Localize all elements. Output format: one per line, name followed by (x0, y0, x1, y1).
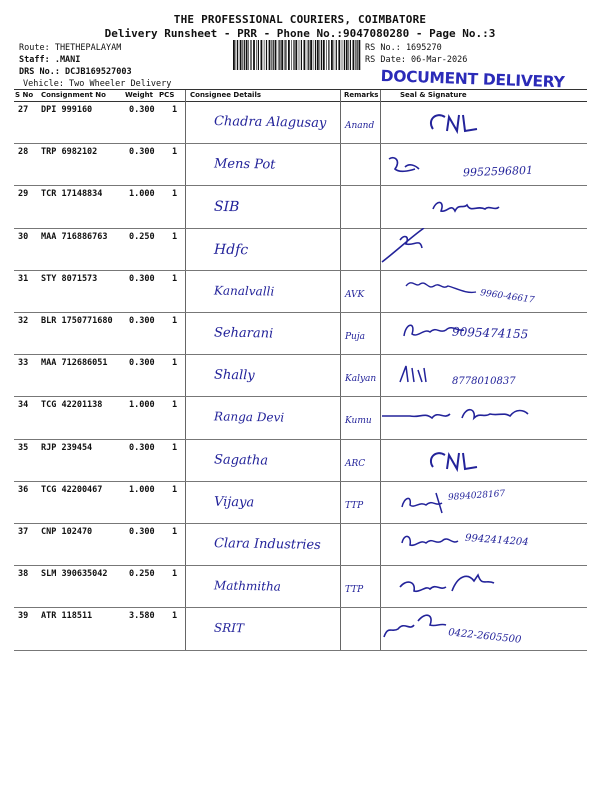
row-sno: 29 (18, 189, 29, 200)
row-consignee-handwritten: Seharani (213, 325, 274, 342)
row-consignee-handwritten: Mathmitha (213, 578, 282, 594)
row-sno: 37 (18, 527, 29, 537)
row-consignee-handwritten: SRIT (213, 621, 245, 636)
row-consignment-no: SLM 390635042 (41, 569, 108, 580)
row-consignment-no: ATR 118511 (41, 611, 93, 622)
row-signature-note: 8778010837 (452, 376, 516, 388)
col-seal-header: Seal & Signature (400, 91, 467, 99)
row-remarks-handwritten: Puja (345, 332, 366, 342)
row-consignment-no: TCG 42200467 (41, 484, 103, 495)
row-pcs: 1 (172, 273, 178, 284)
row-consignee-handwritten: Sagatha (213, 452, 269, 469)
row-weight: 0.300 (129, 358, 155, 369)
signature-mark (398, 571, 498, 597)
row-pcs: 1 (172, 442, 178, 453)
col-weight-header: Weight (125, 91, 153, 99)
row-sno: 27 (18, 105, 29, 115)
signature-mark (425, 445, 485, 475)
row-pcs: 1 (172, 231, 178, 242)
row-pcs: 1 (172, 611, 178, 622)
row-pcs: 1 (172, 105, 178, 115)
signature-mark (398, 529, 462, 553)
row-sno: 39 (18, 611, 29, 622)
row-consignee-handwritten: Chadra Alagusay (213, 114, 327, 131)
signature-mark (385, 153, 425, 179)
row-weight: 1.000 (129, 400, 155, 411)
vehicle-label: Vehicle: Two Wheeler Delivery (23, 79, 172, 89)
row-sno: 36 (18, 484, 29, 495)
row-consignment-no: MAA 716886763 (41, 231, 108, 242)
row-consignment-no: RJP 239454 (41, 442, 93, 453)
row-pcs: 1 (172, 316, 178, 326)
signature-mark (396, 362, 432, 386)
row-weight: 0.300 (129, 527, 155, 537)
row-weight: 0.250 (129, 231, 155, 242)
signature-mark (425, 193, 505, 219)
row-pcs: 1 (172, 400, 178, 411)
route-label: Route: THETHEPALAYAM (19, 43, 122, 53)
col-remarks-header: Remarks (344, 91, 379, 99)
row-consignment-no: CNP 102470 (41, 527, 93, 537)
row-weight: 0.300 (129, 273, 155, 284)
row-sno: 28 (18, 147, 29, 158)
row-sno: 32 (18, 316, 29, 326)
row-signature-note: 9894028167 (447, 488, 506, 503)
row-consignment-no: STY 8071573 (41, 273, 98, 284)
row-sno: 31 (18, 273, 29, 284)
row-sno: 34 (18, 400, 29, 411)
row-sno: 35 (18, 442, 29, 453)
row-consignee-handwritten: Hdfc (213, 241, 249, 258)
signature-mark (398, 489, 448, 515)
row-sno: 38 (18, 569, 29, 580)
row-weight: 0.300 (129, 442, 155, 453)
row-consignee-handwritten: Vijaya (213, 494, 255, 511)
row-weight: 0.300 (129, 316, 155, 326)
signature-mark (425, 107, 485, 137)
col-sno-header: S No (15, 91, 34, 99)
row-remarks-handwritten: Kumu (345, 416, 372, 427)
signature-mark (400, 276, 480, 300)
row-pcs: 1 (172, 569, 178, 580)
row-pcs: 1 (172, 189, 178, 200)
document-delivery-stamp: DOCUMENT DELIVERY (380, 67, 565, 92)
row-signature-note: 9095474155 (451, 324, 529, 342)
row-remarks-handwritten: Kalyan (345, 374, 377, 385)
row-consignee-handwritten: Clara Industries (213, 536, 321, 553)
company-title: THE PROFESSIONAL COURIERS, COIMBATORE (173, 13, 427, 26)
row-sno: 30 (18, 231, 29, 242)
row-consignment-no: TCR 17148834 (41, 189, 103, 200)
row-remarks-handwritten: AVK (345, 289, 365, 300)
row-remarks-handwritten: TTP (345, 500, 364, 511)
row-pcs: 1 (172, 527, 178, 537)
runsheet-subtitle: Delivery Runsheet - PRR - Phone No.:9047080280 - Page No.:3 (104, 27, 496, 40)
row-pcs: 1 (172, 147, 178, 158)
row-remarks-handwritten: Anand (345, 121, 375, 131)
row-consignment-no: DPI 999160 (41, 105, 93, 115)
row-remarks-handwritten: TTP (345, 585, 364, 596)
col-pcs-header: PCS (159, 91, 175, 99)
col-consignment-header: Consignment No (41, 91, 106, 99)
row-consignee-handwritten: Ranga Devi (213, 409, 285, 426)
row-consignment-no: TCG 42201138 (41, 400, 103, 411)
rs-date: RS Date: 06-Mar-2026 (365, 55, 468, 65)
row-pcs: 1 (172, 358, 178, 369)
row-consignee-handwritten: Kanalvalli (213, 283, 275, 299)
signature-mark (380, 611, 450, 643)
row-weight: 3.580 (129, 611, 155, 622)
row-consignee-handwritten: Mens Pot (213, 156, 276, 173)
row-weight: 1.000 (129, 484, 155, 495)
drs-number: DRS No.: DCJB169527003 (19, 67, 132, 77)
row-weight: 0.250 (129, 569, 155, 580)
signature-mark (380, 402, 532, 428)
staff-label: Staff: .MANI (19, 55, 81, 65)
col-consignee-header: Consignee Details (190, 91, 262, 99)
row-consignee-handwritten: Shally (213, 367, 255, 384)
signature-mark (380, 228, 430, 268)
row-pcs: 1 (172, 484, 178, 495)
row-weight: 0.300 (129, 147, 155, 158)
row-signature-note: 9942414204 (464, 532, 529, 549)
rs-number: RS No.: 1695270 (365, 43, 442, 53)
row-weight: 1.000 (129, 189, 155, 200)
row-signature-note: 9952596801 (462, 163, 534, 180)
row-consignee-handwritten: SIB (213, 199, 240, 216)
row-remarks-handwritten: ARC (345, 458, 366, 469)
row-consignment-no: MAA 712686051 (41, 358, 108, 369)
row-weight: 0.300 (129, 105, 155, 115)
row-consignment-no: BLR 1750771680 (41, 316, 113, 326)
barcode-image (231, 40, 361, 70)
row-consignment-no: TRP 6982102 (41, 147, 98, 158)
row-sno: 33 (18, 358, 29, 369)
row-signature-note: 9960-46617 (479, 288, 536, 306)
row-signature-note: 0422-2605500 (447, 627, 522, 647)
